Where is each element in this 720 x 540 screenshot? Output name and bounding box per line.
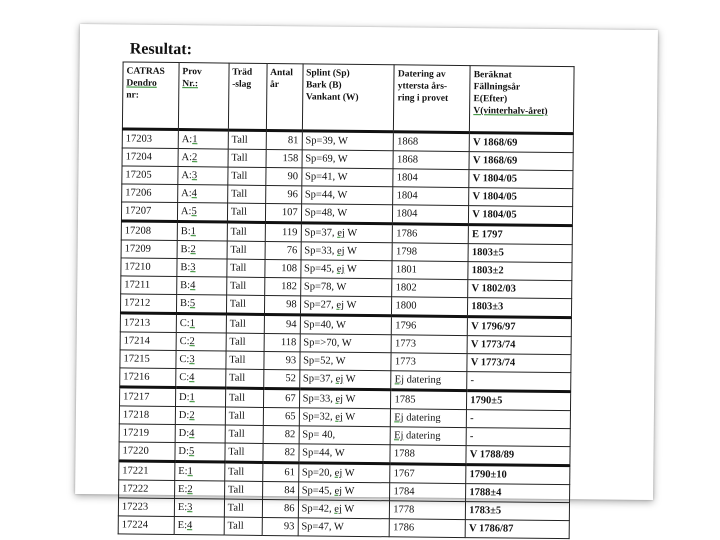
cell-dating: 1786 — [390, 519, 466, 538]
cell-dating: 1804 — [393, 205, 469, 225]
cell-dating: 1868 — [394, 132, 470, 152]
cell-dendro-nr: 17222 — [119, 480, 175, 499]
cell-dendro-nr: 17205 — [122, 166, 178, 185]
cell-felling: - — [466, 428, 570, 447]
cell-years: 158 — [266, 149, 302, 167]
cell-prov: B:4 — [177, 277, 227, 296]
header-fallningsar: Beräknat Fällningsår E(Efter) V(vinterhalv-året) — [470, 66, 574, 134]
cell-felling: V 1796/97 — [468, 317, 572, 337]
cell-splint: Sp=33, ej W — [299, 389, 391, 409]
cell-dendro-nr: 17218 — [119, 406, 175, 425]
cell-felling: V 1773/74 — [467, 336, 571, 355]
cell-dating: 1801 — [392, 261, 468, 280]
cell-years: 96 — [265, 185, 301, 203]
cell-prov: B:3 — [177, 259, 227, 278]
cell-years: 84 — [262, 481, 298, 499]
cell-dendro-nr: 17217 — [120, 387, 176, 407]
cell-years: 81 — [266, 130, 302, 149]
cell-tree: Tall — [227, 203, 265, 222]
cell-dendro-nr: 17207 — [121, 202, 177, 222]
cell-felling: - — [467, 410, 571, 429]
cell-tree: Tall — [225, 443, 263, 462]
cell-prov: D:5 — [175, 443, 225, 463]
cell-dating: 1804 — [393, 187, 469, 206]
cell-dating: Ej datering — [391, 409, 467, 428]
header-datering: Datering av yttersta års- ring i provet — [394, 65, 471, 133]
cell-felling: V 1804/05 — [469, 206, 573, 226]
cell-prov: E:2 — [174, 481, 224, 500]
page-title: Resultat: — [129, 40, 193, 59]
cell-splint: Sp=32, ej W — [299, 408, 391, 427]
table-body — [118, 129, 573, 539]
cell-dating: Ej datering — [391, 427, 467, 446]
cell-felling: - — [467, 372, 571, 392]
cell-felling: 1790±10 — [466, 465, 570, 485]
cell-splint: Sp=41, W — [301, 168, 393, 187]
cell-dating: 1788 — [390, 445, 466, 465]
cell-tree: Tall — [226, 351, 264, 369]
cell-years: 76 — [265, 241, 301, 259]
cell-prov: A:5 — [177, 203, 227, 223]
cell-dendro-nr: 17220 — [119, 442, 175, 462]
table-header-row — [122, 62, 574, 134]
cell-tree: Tall — [227, 222, 265, 241]
cell-years: 182 — [264, 277, 300, 295]
cell-prov: E:4 — [174, 517, 224, 536]
cell-tree: Tall — [228, 130, 266, 149]
cell-dendro-nr: 17211 — [121, 276, 177, 295]
cell-prov: C:2 — [176, 333, 226, 352]
cell-felling: V 1868/69 — [469, 133, 573, 153]
cell-splint: Sp=20, ej W — [298, 463, 390, 483]
cell-years: 98 — [264, 295, 300, 314]
cell-prov: E:3 — [174, 499, 224, 518]
cell-tree: Tall — [224, 499, 262, 517]
cell-dendro-nr: 17215 — [120, 350, 176, 369]
cell-prov: D:2 — [175, 407, 225, 426]
cell-splint: Sp=39, W — [302, 131, 394, 151]
cell-dating: 1798 — [392, 243, 468, 262]
cell-dating: 1802 — [392, 279, 468, 298]
cell-prov: B:1 — [177, 222, 227, 242]
cell-prov: D:4 — [175, 425, 225, 444]
header-antal-ar: Antal år — [266, 63, 303, 130]
cell-prov: C:4 — [176, 369, 226, 389]
cell-prov: A:3 — [178, 167, 228, 186]
cell-dating: 1868 — [393, 151, 469, 170]
cell-felling: V 1802/03 — [468, 280, 572, 299]
results-table — [118, 61, 575, 539]
cell-tree: Tall — [227, 185, 265, 203]
cell-dendro-nr: 17221 — [119, 461, 175, 481]
cell-dendro-nr: 17216 — [120, 368, 176, 388]
cell-dendro-nr: 17208 — [121, 221, 177, 241]
cell-splint: Sp=48, W — [301, 204, 393, 224]
cell-felling: V 1773/74 — [467, 354, 571, 373]
cell-tree: Tall — [225, 369, 263, 388]
cell-felling: V 1788/89 — [466, 446, 570, 466]
cell-splint: Sp=44, W — [299, 444, 391, 464]
cell-splint: Sp=45, ej W — [298, 482, 390, 501]
cell-dendro-nr: 17212 — [120, 294, 176, 314]
cell-years: 119 — [265, 222, 301, 241]
cell-tree: Tall — [227, 241, 265, 259]
cell-years: 108 — [265, 259, 301, 277]
cell-years: 93 — [262, 517, 298, 535]
cell-years: 82 — [263, 443, 299, 462]
cell-years: 90 — [265, 167, 301, 185]
cell-prov: A:4 — [178, 185, 228, 204]
cell-splint: Sp=37, ej W — [301, 223, 393, 243]
cell-splint: Sp=>70, W — [300, 334, 392, 353]
cell-dendro-nr: 17219 — [119, 424, 175, 443]
cell-prov: B:2 — [177, 241, 227, 260]
cell-dendro-nr: 17209 — [121, 240, 177, 259]
cell-felling: E 1797 — [468, 225, 572, 245]
cell-years: 107 — [265, 203, 301, 222]
cell-years: 93 — [264, 351, 300, 369]
cell-years: 52 — [263, 369, 299, 388]
cell-splint: Sp=78, W — [300, 278, 392, 297]
cell-dating: 1804 — [393, 169, 469, 188]
cell-dendro-nr: 17213 — [120, 313, 176, 333]
cell-felling: 1783±5 — [466, 502, 570, 521]
document-page — [75, 24, 658, 535]
cell-splint: Sp=52, W — [300, 352, 392, 371]
cell-tree: Tall — [224, 462, 262, 481]
cell-prov: C:1 — [176, 314, 226, 334]
cell-tree: Tall — [228, 167, 266, 185]
header-catras: CATRAS Dendro nr: — [122, 62, 179, 130]
cell-dendro-nr: 17224 — [118, 516, 174, 535]
cell-felling: 1790±5 — [467, 391, 571, 411]
cell-dendro-nr: 17210 — [121, 258, 177, 277]
cell-dendro-nr: 17214 — [120, 332, 176, 351]
cell-splint: Sp=44, W — [301, 186, 393, 205]
cell-splint: Sp=69, W — [302, 150, 394, 169]
cell-tree: Tall — [227, 259, 265, 277]
cell-dating: 1796 — [392, 316, 468, 336]
cell-prov: A:2 — [178, 149, 228, 168]
cell-dating: 1773 — [391, 353, 467, 372]
cell-tree: Tall — [228, 149, 266, 167]
cell-dendro-nr: 17204 — [122, 148, 178, 167]
cell-tree: Tall — [226, 277, 264, 295]
cell-tree: Tall — [225, 388, 263, 407]
cell-splint: Sp=45, ej W — [300, 260, 392, 279]
cell-felling: 1803±5 — [468, 244, 572, 263]
cell-felling: V 1804/05 — [469, 170, 573, 189]
cell-splint: Sp=33, ej W — [301, 242, 393, 261]
cell-felling: 1803±2 — [468, 262, 572, 281]
cell-splint: Sp=40, W — [300, 315, 392, 335]
table-row — [118, 516, 569, 539]
cell-dating: 1767 — [390, 464, 466, 484]
cell-dating: 1784 — [390, 483, 466, 502]
header-prov: Prov Nr.: — [178, 63, 229, 131]
cell-years: 67 — [263, 388, 299, 407]
header-tradslag: Träd -slag — [228, 63, 267, 130]
cell-splint: Sp=27, ej W — [300, 296, 392, 316]
cell-tree: Tall — [225, 407, 263, 425]
cell-tree: Tall — [224, 481, 262, 499]
cell-years: 65 — [263, 407, 299, 425]
cell-tree: Tall — [226, 333, 264, 351]
cell-years: 118 — [264, 333, 300, 351]
cell-years: 86 — [262, 499, 298, 517]
cell-felling: V 1804/05 — [469, 188, 573, 207]
cell-splint: Sp=47, W — [298, 518, 390, 537]
cell-tree: Tall — [224, 517, 262, 535]
cell-tree: Tall — [226, 314, 264, 333]
cell-prov: E:1 — [175, 462, 225, 482]
cell-dendro-nr: 17223 — [118, 498, 174, 517]
cell-splint: Sp= 40, — [299, 426, 391, 445]
cell-prov: B:5 — [176, 295, 226, 315]
cell-prov: A:1 — [178, 130, 228, 150]
cell-dating: 1786 — [393, 224, 469, 244]
cell-felling: 1803±3 — [468, 298, 572, 318]
cell-prov: C:3 — [176, 351, 226, 370]
cell-felling: V 1786/87 — [465, 520, 569, 539]
cell-dating: 1800 — [392, 297, 468, 317]
cell-dendro-nr: 17203 — [122, 129, 178, 149]
cell-felling: 1788±4 — [466, 484, 570, 503]
cell-tree: Tall — [226, 295, 264, 314]
cell-dating: Ej datering — [391, 371, 467, 391]
cell-tree: Tall — [225, 425, 263, 443]
cell-splint: Sp=37, ej W — [299, 370, 391, 390]
cell-dating: 1785 — [391, 390, 467, 410]
cell-dendro-nr: 17206 — [122, 184, 178, 203]
cell-dating: 1773 — [391, 335, 467, 354]
cell-dating: 1778 — [390, 501, 466, 520]
cell-years: 61 — [262, 462, 298, 481]
cell-prov: D:1 — [175, 388, 225, 408]
cell-years: 82 — [263, 425, 299, 443]
cell-years: 94 — [264, 314, 300, 333]
header-splint: Splint (Sp) Bark (B) Vankant (W) — [302, 64, 394, 132]
cell-felling: V 1868/69 — [469, 152, 573, 171]
cell-splint: Sp=42, ej W — [298, 500, 390, 519]
